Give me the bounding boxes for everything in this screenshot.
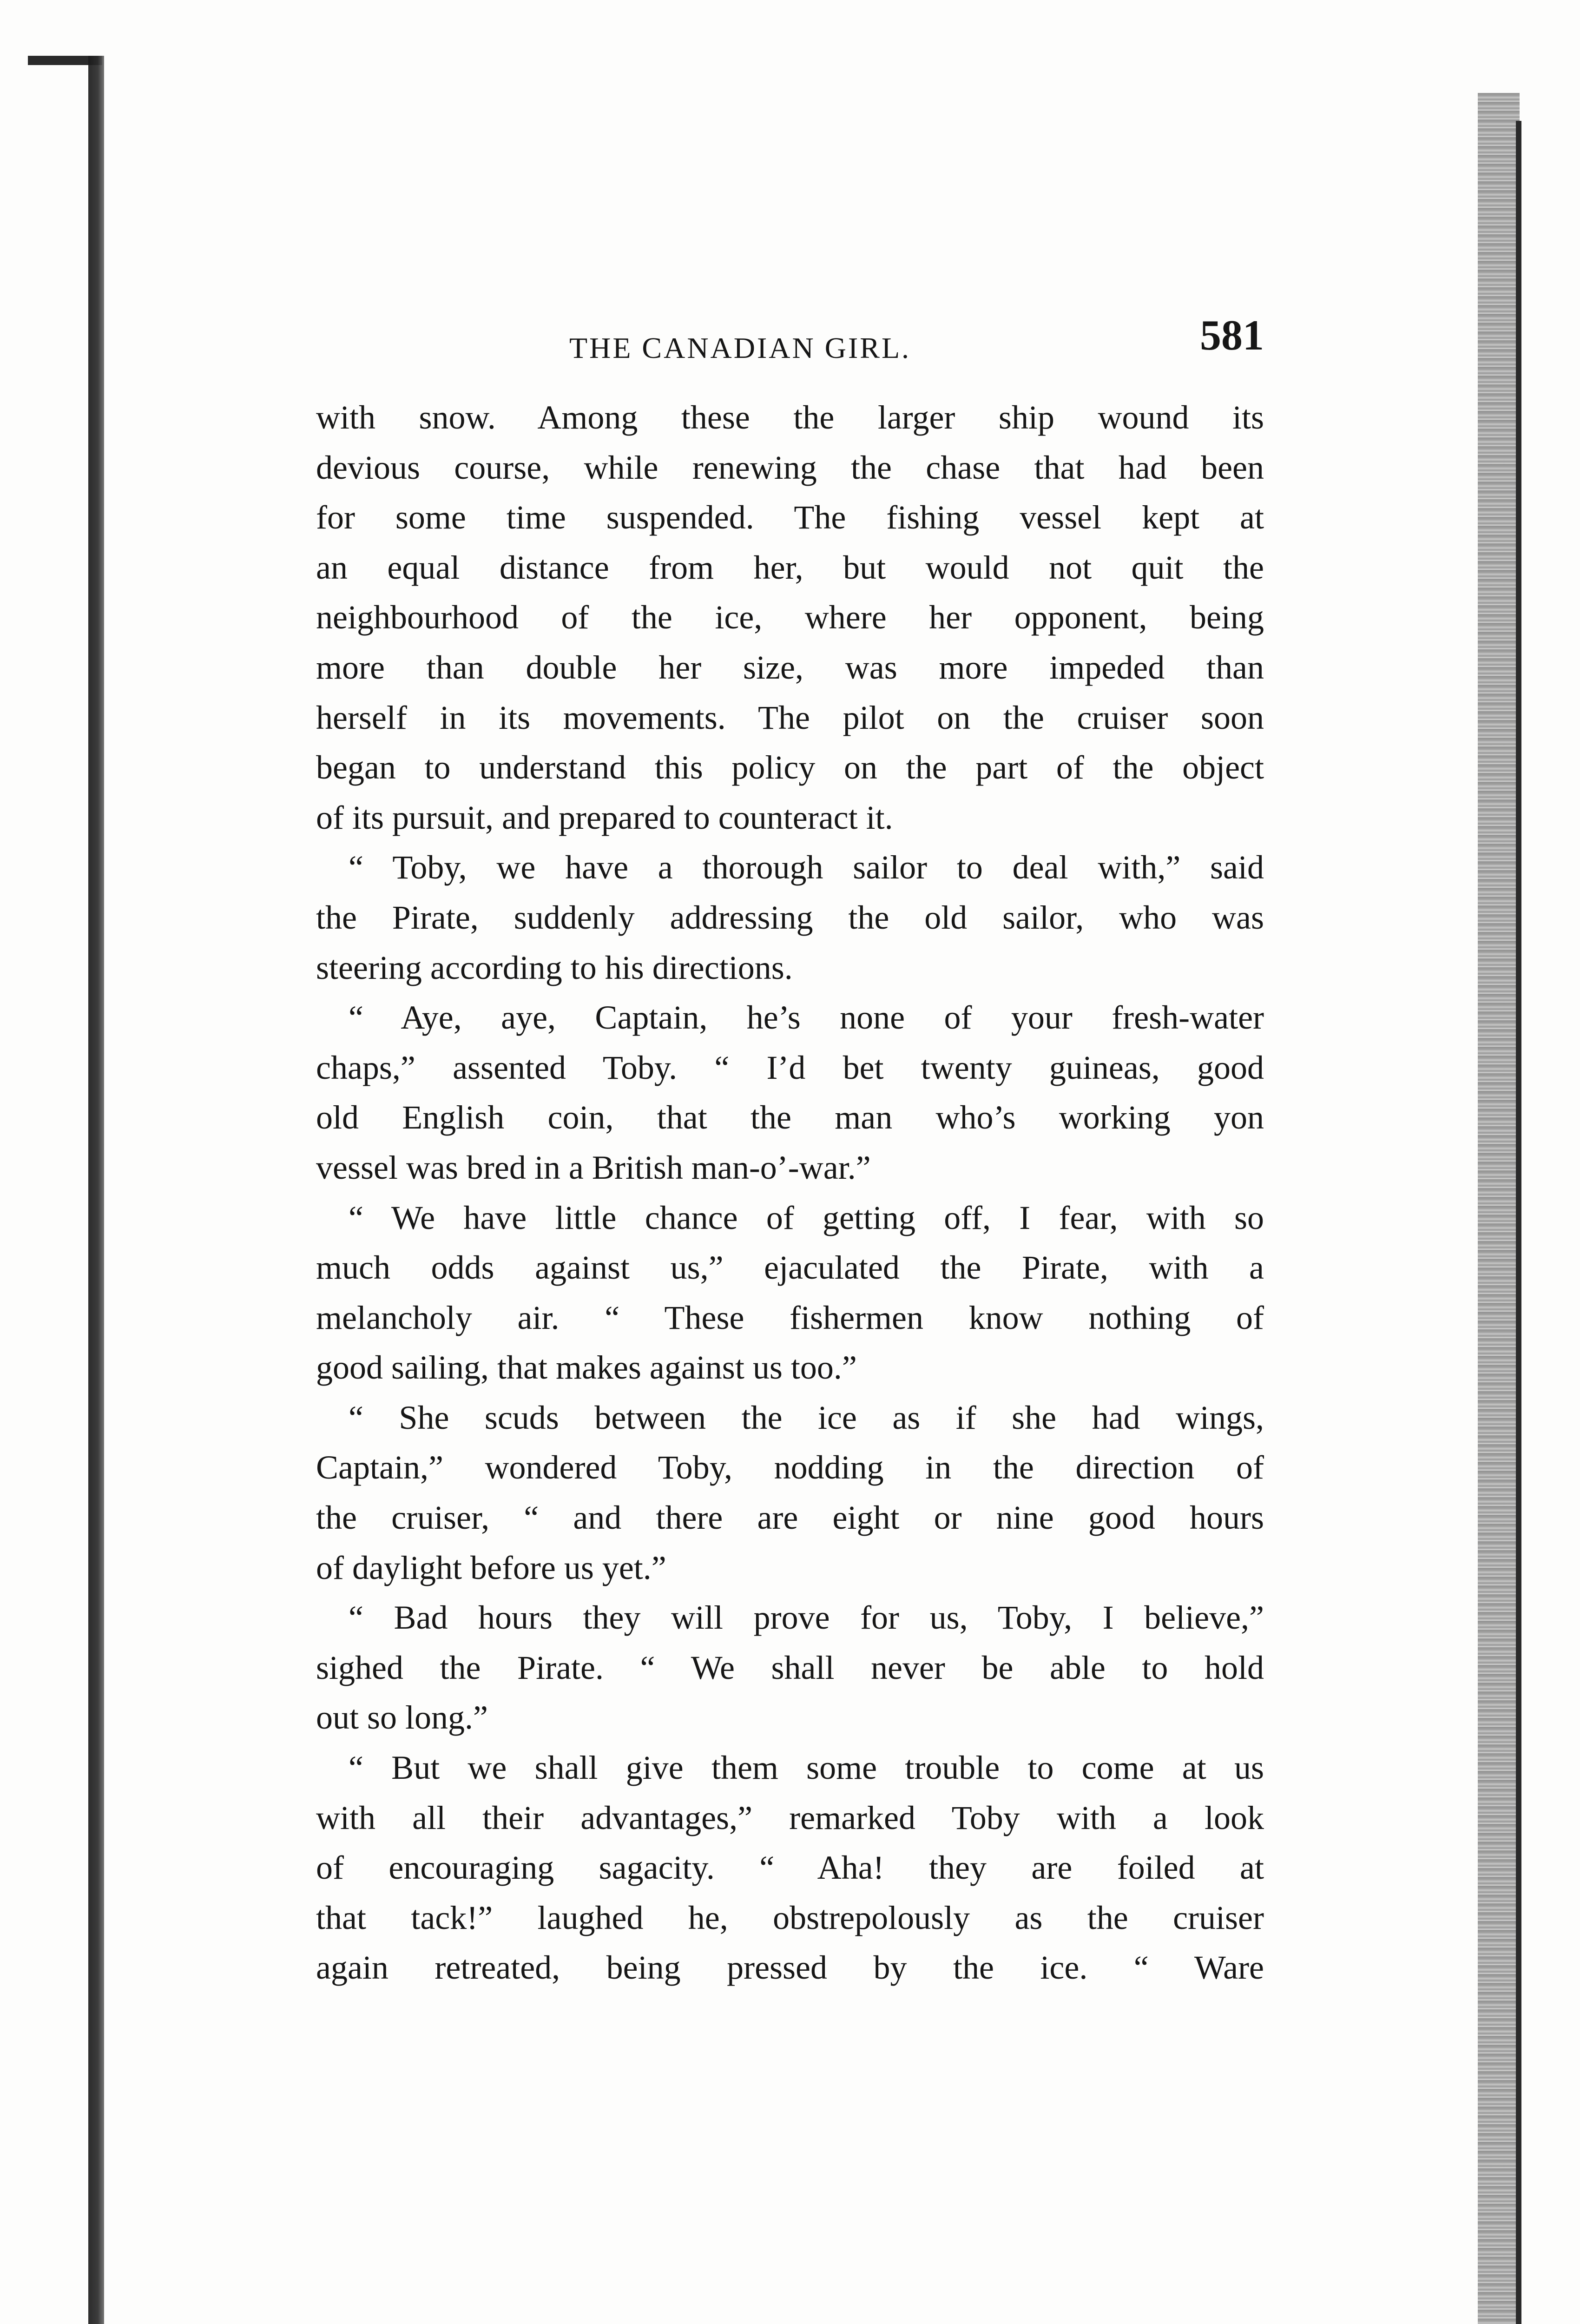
- text-line: again retreated, being pressed by the ice. “ Ware: [316, 1949, 1264, 1987]
- text-line: steering according to his directions.: [316, 949, 793, 986]
- text-line: with snow. Among these the larger ship wound its: [316, 399, 1264, 436]
- text-line: melancholy air. “ These fishermen know nothing of: [316, 1299, 1264, 1336]
- text-line: devious course, while renewing the chase that had been: [316, 449, 1264, 486]
- text-line: the Pirate, suddenly addressing the old sailor, who was: [316, 898, 1264, 936]
- text-line: for some time suspended. The fishing vessel kept at: [316, 499, 1264, 536]
- text-line: “ Aye, aye, Captain, he’s none of your fresh-water: [349, 999, 1264, 1037]
- text-line: that tack!” laughed he, obstrepolously as the cruiser: [316, 1899, 1264, 1936]
- text-line: much odds against us,” ejaculated the Pirate, with a: [316, 1249, 1264, 1287]
- text-line: “ Bad hours they will prove for us, Toby, I believe,”: [349, 1599, 1264, 1637]
- right-page-edge: [1478, 93, 1520, 2324]
- text-line: of its pursuit, and prepared to counteract it.: [316, 799, 893, 836]
- body-text: [316, 393, 1264, 1993]
- text-line: more than double her size, was more impeded than: [316, 648, 1264, 686]
- page-number: 581: [1200, 311, 1264, 359]
- text-line: chaps,” assented Toby. “ I’d bet twenty guineas, good: [316, 1049, 1264, 1086]
- text-line: with all their advantages,” remarked Toby with a look: [316, 1799, 1264, 1836]
- left-binding-shadow: [88, 56, 104, 2324]
- text-line: vessel was bred in a British man-o’-war.”: [316, 1149, 871, 1186]
- running-title: THE CANADIAN GIRL.: [569, 331, 911, 364]
- running-head: [316, 310, 1264, 376]
- text-line: good sailing, that makes against us too.”: [316, 1349, 857, 1386]
- text-line: out so long.”: [316, 1699, 488, 1736]
- text-line: Captain,” wondered Toby, nodding in the direction of: [316, 1449, 1264, 1486]
- text-line: of encouraging sagacity. “ Aha! they are foiled at: [316, 1849, 1264, 1887]
- text-line: old English coin, that the man who’s working yon: [316, 1099, 1264, 1136]
- text-line: “ But we shall give them some trouble to come at us: [349, 1749, 1264, 1787]
- right-binding-line: [1516, 121, 1521, 2324]
- text-line: began to understand this policy on the part of the object: [316, 749, 1264, 786]
- text-line: herself in its movements. The pilot on the cruiser soon: [316, 699, 1264, 736]
- text-line: the cruiser, “ and there are eight or nine good hours: [316, 1499, 1264, 1537]
- text-line: neighbourhood of the ice, where her opponent, being: [316, 599, 1264, 636]
- text-line: an equal distance from her, but would not quit the: [316, 548, 1264, 586]
- text-line: “ She scuds between the ice as if she had wings,: [349, 1399, 1264, 1436]
- text-line: “ Toby, we have a thorough sailor to deal with,” said: [349, 849, 1264, 886]
- text-line: sighed the Pirate. “ We shall never be able to hold: [316, 1649, 1264, 1686]
- text-line: of daylight before us yet.”: [316, 1549, 666, 1586]
- text-line: “ We have little chance of getting off, I fear, with so: [349, 1199, 1264, 1236]
